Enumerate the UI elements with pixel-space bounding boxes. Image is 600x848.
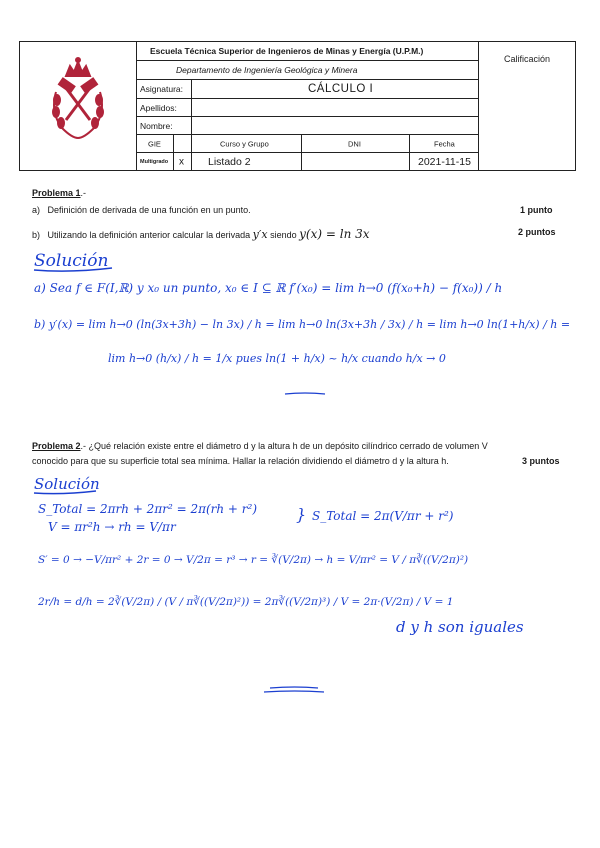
problem1-b-derivative: y′x	[252, 228, 268, 241]
problem2-text-line2: conocido para que su superficie total sea mínima. Hallar la relación dividiendo el diámetro d y la altura h.	[32, 456, 449, 466]
p2-solution-derivative: S′ = 0 → −V/πr² + 2r = 0 → V/2π = r³ → r = ∛(V/2π) → h = V/πr² = V / π∛((V/2π)²)	[38, 554, 469, 566]
problem1-b-text: Utilizando la definición anterior calcular la derivada	[47, 230, 251, 240]
p1-solution-a: a) Sea f ∈ F(I,ℝ) y x₀ un punto, x₀ ∈ I ⊆ ℝ f′(x₀) = lim h→0 (f(x₀+h) − f(x₀)) / h	[34, 281, 503, 295]
p2-solution-surface-r: S_Total = 2π(V/πr + r²)	[312, 509, 454, 523]
p2-conclusion: d y h son iguales	[396, 618, 524, 636]
course-group-label: Curso y Grupo	[220, 139, 269, 148]
problem1-title: Problema 1	[32, 188, 81, 198]
problem2-title-suffix: .- ¿Qué relación existe entre el diámetro d y la altura h de un depósito cilíndrico cerrado de volumen V	[80, 441, 488, 451]
multigrado-label: Multigrado	[140, 158, 169, 165]
p2-solution-volume: V = πr²h → rh = V/πr	[48, 520, 176, 534]
p2-solution-surface: S_Total = 2πrh + 2πr² = 2π(rh + r²)	[38, 502, 258, 516]
course-group-value: Listado 2	[208, 155, 251, 168]
p1-solution-label: Solución	[34, 251, 109, 271]
name-label: Nombre:	[140, 120, 173, 131]
problem2-title: Problema 2	[32, 441, 81, 451]
grade-label: Calificación	[503, 54, 551, 64]
dni-label: DNI	[348, 139, 361, 148]
school-name: Escuela Técnica Superior de Ingenieros de Minas y Energía (U.P.M.)	[150, 46, 424, 56]
problem1-a-points: 1 punto	[520, 205, 553, 215]
date-label: Fecha	[434, 139, 455, 148]
surname-label: Apellidos:	[140, 102, 177, 113]
p2-solution-brace: }	[296, 505, 307, 524]
date-value: 2021-11-15	[418, 155, 471, 168]
p1-solution-b-line1: b) y′(x) = lim h→0 (ln(3x+3h) − ln 3x) / h = lim h→0 ln(3x+3h / 3x) / h = lim h→0 ln(1+h/x) / h =	[34, 318, 571, 331]
problem1-a-marker: a)	[32, 205, 41, 215]
problem1-b-function: y(x) = ln 3x	[299, 227, 370, 241]
multigrado-mark: x	[179, 156, 184, 167]
problem1-a-text: Definición de derivada de una función en un punto.	[47, 205, 251, 215]
p2-solution-label: Solución	[34, 475, 100, 493]
problem1-b-mid: siendo	[270, 230, 297, 240]
subject-value: CÁLCULO I	[308, 83, 374, 95]
p2-solution-ratio: 2r/h = d/h = 2∛(V/2π) / (V / π∛((V/2π)²)) = 2π∛((V/2π)³) / V = 2π·(V/2π) / V = 1	[38, 596, 454, 608]
gie-label: GIE	[148, 139, 161, 148]
department-name: Departamento de Ingeniería Geológica y Minera	[176, 65, 358, 75]
subject-label: Asignatura:	[140, 84, 183, 94]
problem2-points: 3 puntos	[522, 456, 560, 466]
p1-solution-b-line2: lim h→0 (h/x) / h = 1/x pues ln(1 + h/x) ~ h/x cuando h/x → 0	[108, 352, 446, 365]
problem1-b-points: 2 puntos	[518, 227, 556, 237]
problem1-title-suffix: .-	[80, 188, 87, 198]
problem1-b-marker: b)	[32, 230, 41, 240]
